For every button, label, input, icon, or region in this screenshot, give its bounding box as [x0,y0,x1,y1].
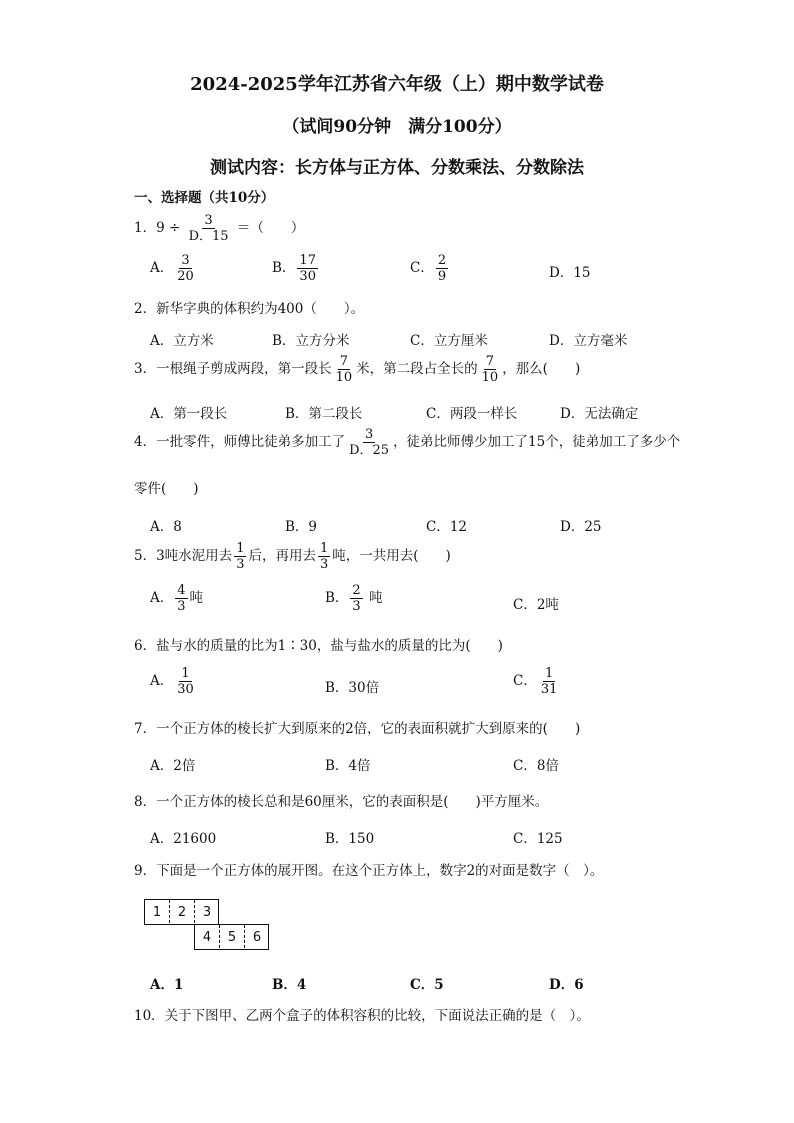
question-5: 5．3吨水泥用去 $\frac{1}{3}$ 后，再用去 $\frac{1}{3}$ 吨，一共用去( ) [134,541,451,572]
cube-net-figure [144,899,270,951]
q9-option-d[interactable]: D．6 [549,977,584,993]
question-9: 9．下面是一个正方体的展开图。在这个正方体上，数字2的对面是数字（ ）。 [134,863,604,879]
question-10: 10．关于下图甲、乙两个盒子的体积容积的比较，下面说法正确的是（ ）。 [134,1008,590,1024]
q7-option-c[interactable]: C．8倍 [513,758,559,774]
net-cell-1: 1 [152,904,162,920]
q4-option-d[interactable]: D．25 [560,519,602,535]
q6-option-c[interactable]: C． $\frac{1}{31}$ [513,666,558,697]
q6-option-a[interactable]: A． $\frac{1}{30}$ [150,666,194,697]
q5-option-b[interactable]: B． $\frac{2}{3}$ 吨 [325,583,383,614]
q2-option-d[interactable]: D．立方毫米 [549,333,628,349]
exam-subtitle: （试间90分钟 满分100分） [282,117,512,137]
question-1 [134,214,304,243]
net-cell-3: 3 [202,904,212,920]
q6-option-b[interactable]: B．30倍 [325,680,380,696]
section-heading: 一、选择题（共10分） [134,190,275,206]
q3-option-a[interactable]: A．第一段长 [150,406,228,422]
q4-option-c[interactable]: C．12 [426,519,468,535]
q1-suffix: ＝（ ） [236,220,305,236]
q7-option-b[interactable]: B．4倍 [325,758,371,774]
exam-title: 2024-2025学年江苏省六年级（上）期中数学试卷 [190,74,604,95]
question-8: 8．一个正方体的棱长总和是60厘米，它的表面积是( )平方厘米。 [134,794,549,810]
q4-option-a[interactable]: A．8 [150,519,182,535]
question-6: 6．盐与水的质量的比为1∶30，盐与盐水的质量的比为( ) [134,638,503,654]
q2-option-b[interactable]: B．立方分米 [272,333,350,349]
q1-option-a[interactable]: A． $\frac{3}{20}$ [150,253,194,284]
question-4-cont: 零件( ) [134,481,199,497]
q1-option-d[interactable]: D．15 [549,265,591,281]
q2-option-a[interactable]: A．立方米 [150,333,214,349]
q1-option-c[interactable]: C． $\frac{2}{9}$ [410,253,447,284]
q2-option-c[interactable]: C．立方厘米 [410,333,488,349]
q1-option-b[interactable]: B． $\frac{17}{30}$ [272,253,316,284]
question-7: 7．一个正方体的棱长扩大到原来的2倍，它的表面积就扩大到原来的( ) [134,721,581,737]
net-cell-6: 6 [252,929,262,945]
q3-option-b[interactable]: B．第二段长 [285,406,363,422]
net-cell-2: 2 [177,904,187,920]
q1-fraction: $\frac{3}{D.15}$ [188,213,229,244]
q3-option-c[interactable]: C．两段一样长 [426,406,518,422]
q4-option-b[interactable]: B．9 [285,519,318,535]
q5-option-a[interactable]: A． $\frac{4}{3}$ 吨 [150,583,204,614]
net-cell-5: 5 [227,929,237,945]
question-2: 2．新华字典的体积约为400（ ）。 [134,301,365,317]
q8-option-a[interactable]: A．21600 [150,831,217,847]
q9-option-a[interactable]: A．1 [150,977,184,993]
question-3: 3．一根绳子剪成两段，第一段长 $\frac{7}{10}$ 米，第二段占全长的 $\frac{7}{10}$ ，那么( ) [134,354,581,385]
q3-option-d[interactable]: D．无法确定 [560,406,639,422]
q8-option-c[interactable]: C．125 [513,831,563,847]
q7-option-a[interactable]: A．2倍 [150,758,196,774]
exam-content: 测试内容：长方体与正方体、分数乘法、分数除法 [210,158,584,178]
question-4: 4．一批零件，师傅比徒弟多加工了 $\frac{3}{D.25}$ ，徒弟比师傅少加工了15个，徒弟加工了多少个 [134,427,681,458]
q5-option-c[interactable]: C．2吨 [513,597,559,613]
q8-option-b[interactable]: B．150 [325,831,375,847]
q1-prefix: 1．9 ÷ [134,220,181,236]
net-cell-4: 4 [202,929,212,945]
q9-option-b[interactable]: B．4 [272,977,307,993]
q9-option-c[interactable]: C．5 [410,977,444,993]
